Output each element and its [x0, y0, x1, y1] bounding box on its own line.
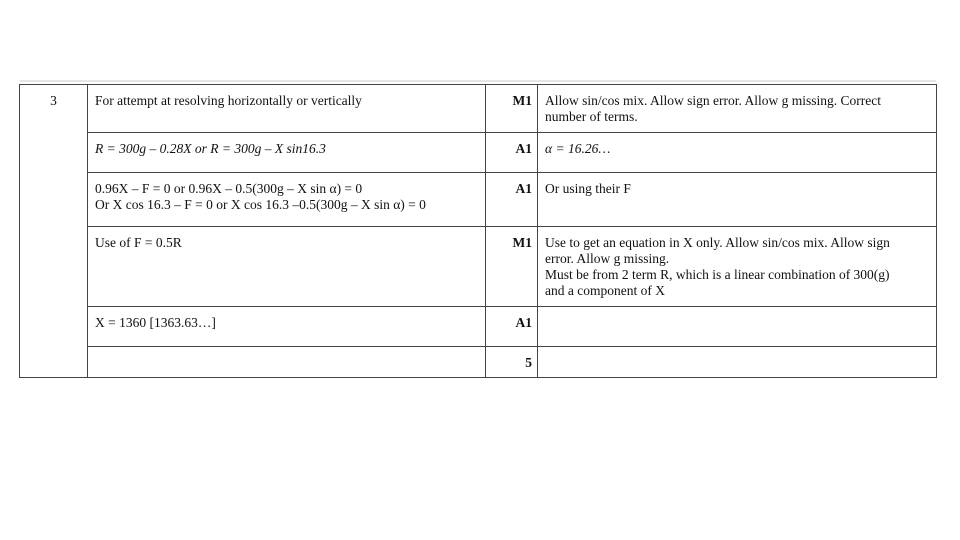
question-number: 3 — [50, 93, 57, 108]
mark-cell — [486, 173, 538, 227]
total-mark: 5 — [525, 355, 532, 370]
mark-cell — [486, 307, 538, 347]
guidance-cell — [538, 227, 937, 307]
guidance-text: error. Allow g missing. — [545, 251, 670, 266]
guidance-text: α = 16.26… — [545, 141, 611, 156]
mark-code: A1 — [515, 141, 532, 156]
guidance-text: Must be from 2 term R, which is a linear combination of 300(g) — [545, 267, 890, 282]
guidance-cell — [538, 85, 937, 133]
answer-cell — [88, 227, 486, 307]
guidance-text: and a component of X — [545, 283, 665, 298]
guidance-cell — [538, 173, 937, 227]
answer-cell — [88, 347, 486, 378]
mark-code: A1 — [515, 181, 532, 196]
table-row — [20, 347, 937, 378]
answer-cell — [88, 85, 486, 133]
guidance-text: number of terms. — [545, 109, 638, 124]
table-row — [20, 173, 937, 227]
total-mark-cell — [486, 347, 538, 378]
answer-text: R = 300g – 0.28X or R = 300g – X sin16.3 — [95, 141, 326, 156]
guidance-text: Allow sin/cos mix. Allow sign error. Allow g missing. Correct — [545, 93, 881, 108]
answer-cell — [88, 133, 486, 173]
answer-text: Or X cos 16.3 – F = 0 or X cos 16.3 –0.5(300g – X sin α) = 0 — [95, 197, 426, 212]
answer-text: X = 1360 [1363.63…] — [95, 315, 216, 330]
mark-code: A1 — [515, 315, 532, 330]
guidance-cell — [538, 307, 937, 347]
answer-cell — [88, 173, 486, 227]
answer-text: Use of F = 0.5R — [95, 235, 182, 250]
table-row — [20, 85, 937, 133]
mark-cell — [486, 227, 538, 307]
guidance-cell — [538, 133, 937, 173]
mark-cell — [486, 133, 538, 173]
guidance-cell — [538, 347, 937, 378]
table-row — [20, 227, 937, 307]
answer-text: For attempt at resolving horizontally or vertically — [95, 93, 362, 108]
mark-cell — [486, 85, 538, 133]
answer-cell — [88, 307, 486, 347]
table-row — [20, 133, 937, 173]
guidance-text: Or using their F — [545, 181, 631, 196]
answer-text: 0.96X – F = 0 or 0.96X – 0.5(300g – X sin α) = 0 — [95, 181, 363, 196]
header-rule — [20, 80, 936, 82]
table-row — [20, 307, 937, 347]
guidance-text: Use to get an equation in X only. Allow sin/cos mix. Allow sign — [545, 235, 890, 250]
mark-code: M1 — [512, 93, 532, 108]
mark-scheme-table — [19, 84, 937, 378]
mark-code: M1 — [512, 235, 532, 250]
question-number-cell — [20, 85, 88, 378]
